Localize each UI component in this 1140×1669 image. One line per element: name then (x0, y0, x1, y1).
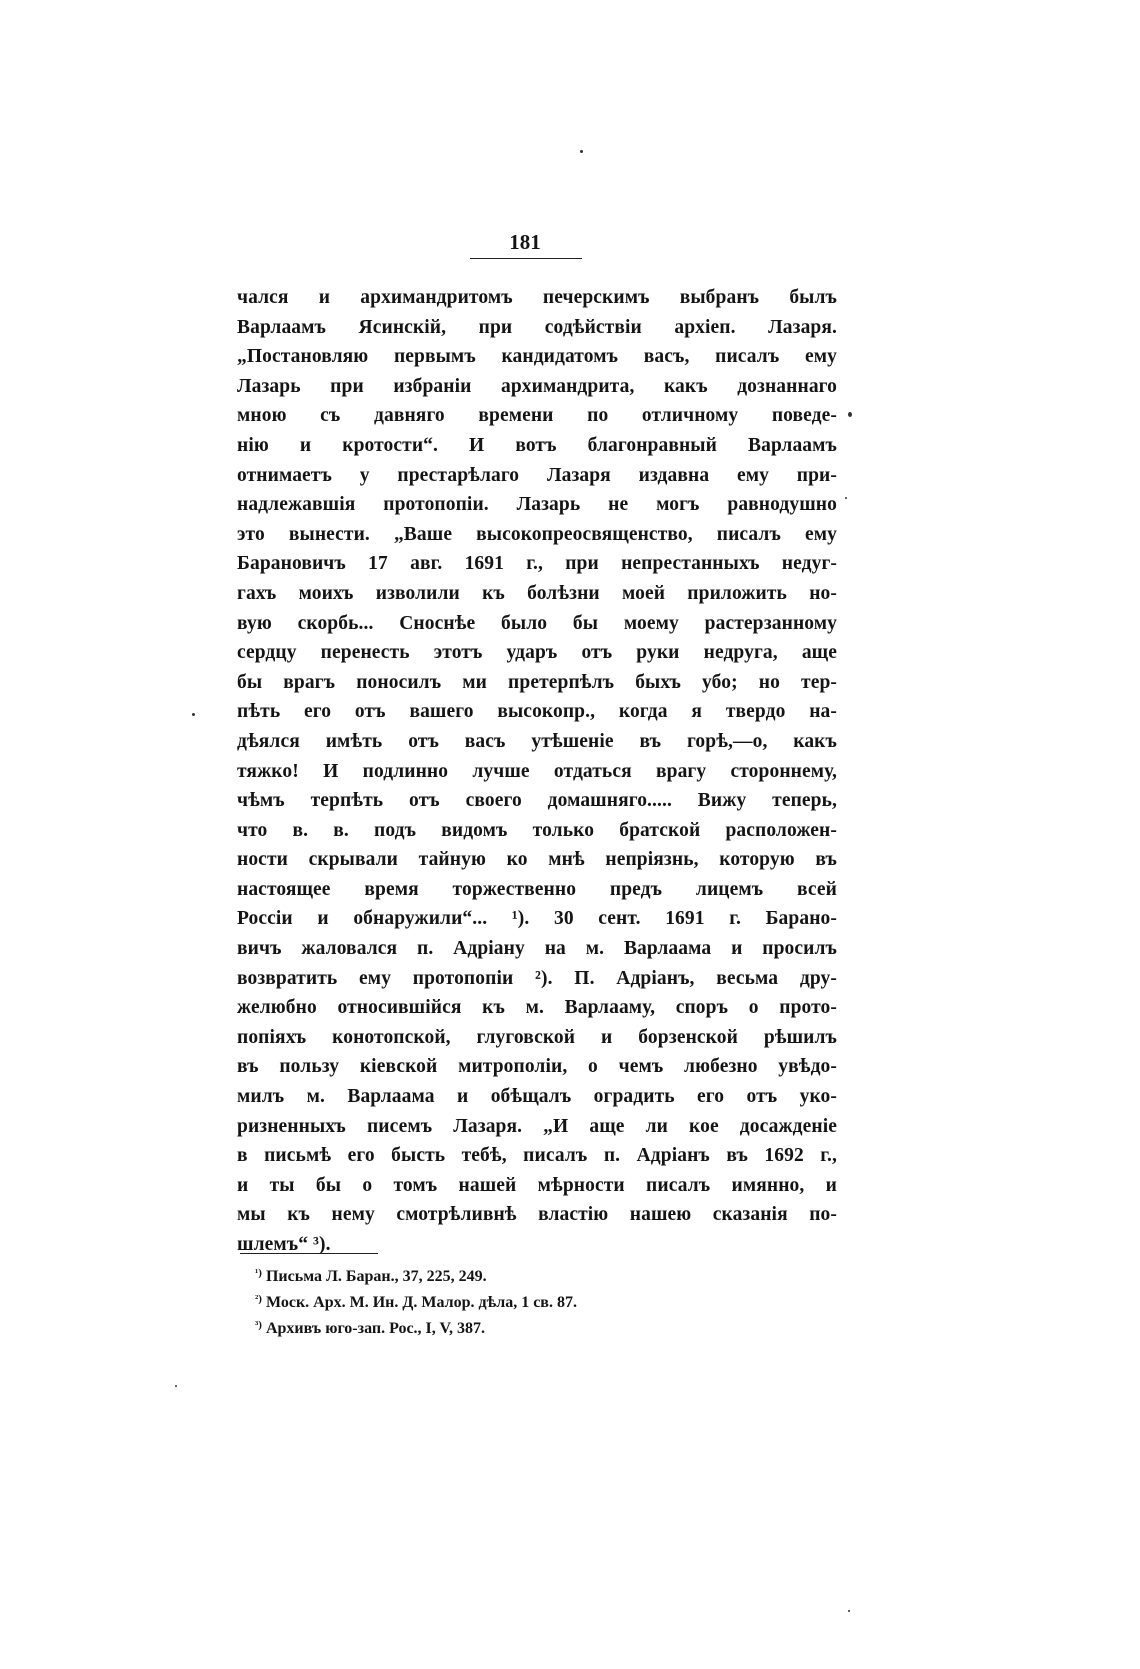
text-line: Россіи и обнаружили“... ¹). 30 сент. 1691 г. Барано- (237, 908, 837, 930)
text-line: шлемъ“ ³). (237, 1234, 331, 1255)
scan-speck (845, 497, 847, 499)
text-line: милъ м. Варлаама и обѣщалъ оградить его отъ уко- (237, 1086, 837, 1108)
footnotes (255, 1260, 815, 1338)
text-line: Лазарь при избраніи архимандрита, какъ дознаннаго (237, 375, 837, 397)
text-line: желюбно относившійся къ м. Варлааму, споръ о прото- (237, 997, 837, 1019)
text-line: Варлаамъ Ясинскій, при содѣйствіи архіеп. Лазаря. (237, 316, 837, 338)
footnote-separator (240, 1253, 378, 1254)
text-line: и ты бы о томъ нашей мѣрности писалъ имянно, и (237, 1174, 837, 1196)
text-line: вичъ жаловался п. Адріану на м. Варлаама и просилъ (237, 938, 837, 960)
text-line: въ пользу кіевской митрополіи, о чемъ любезно увѣдо- (237, 1056, 837, 1078)
text-line: бы врагъ поносилъ ми претерпѣлъ быхъ убо; но тер- (237, 671, 837, 693)
text-line: нію и кротости“. И вотъ благонравный Варлаамъ (237, 434, 837, 456)
text-line: ризненныхъ писемъ Лазаря. „И аще ли кое досажденіе (237, 1115, 837, 1137)
text-line: вую скорбь... Сноснѣе было бы моему растерзанному (237, 612, 837, 634)
text-line: пѣть его отъ вашего высокопр., когда я твердо на- (237, 701, 837, 723)
footnote-text: Моск. Арх. М. Ин. Д. Малор. дѣла, 1 св. 87. (265, 1294, 577, 1311)
text-line: это вынести. „Ваше высокопреосвященство, писалъ ему (237, 523, 837, 545)
text-line: что в. в. подъ видомъ только братской расположен- (237, 819, 837, 841)
text-line: чался и архимандритомъ печерскимъ выбранъ былъ (237, 287, 837, 308)
scan-speck (848, 1610, 850, 1612)
text-line: чѣмъ терпѣть отъ своего домашняго..... Вижу теперь, (237, 790, 837, 812)
text-line: отнимаетъ у престарѣлаго Лазаря издавна ему при- (237, 464, 837, 486)
scan-speck (580, 150, 583, 153)
scan-speck (848, 412, 852, 417)
text-line: надлежавшія протопопіи. Лазарь не могъ равнодушно (237, 494, 837, 516)
footnote (255, 1260, 815, 1286)
footnote-mark: ²) (255, 1293, 262, 1305)
text-line: Барановичъ 17 авг. 1691 г., при непрестанныхъ недуг- (237, 553, 837, 575)
footnote (255, 1286, 815, 1312)
page-number: 181 (509, 230, 541, 254)
text-line: настоящее время торжественно предъ лицемъ всей (237, 878, 837, 900)
text-line: мною съ давняго времени по отличному поведе- (237, 405, 837, 427)
text-line: ности скрывали тайную ко мнѣ непріязнь, которую въ (237, 849, 837, 871)
body-text (237, 283, 837, 1260)
footnote-text: Письма Л. Баран., 37, 225, 249. (265, 1268, 487, 1285)
text-line: тяжко! И подлинно лучше отдаться врагу стороннему, (237, 760, 837, 782)
text-line: мы къ нему смотрѣливнѣ властію нашею сказанія по- (237, 1204, 837, 1226)
text-line: „Постановляю первымъ кандидатомъ васъ, писалъ ему (237, 346, 837, 368)
text-line: гахъ моихъ изволили къ болѣзни моей приложить но- (237, 582, 837, 604)
footnote (255, 1312, 815, 1338)
footnote-mark: ¹) (255, 1267, 262, 1279)
text-line: попіяхъ конотопской, глуговской и борзенской рѣшилъ (237, 1026, 837, 1048)
text-line: дѣялся имѣть отъ васъ утѣшеніе въ горѣ,—о, какъ (237, 730, 837, 752)
footnote-mark: ³) (255, 1319, 262, 1331)
scan-speck (175, 1385, 177, 1387)
text-line: в письмѣ его бысть тебѣ, писалъ п. Адріанъ въ 1692 г., (237, 1145, 837, 1167)
text-line: возвратить ему протопопіи ²). П. Адріанъ, весьма дру- (237, 967, 837, 989)
text-line: сердцу перенесть этотъ ударъ отъ руки недруга, аще (237, 642, 837, 664)
page-number-underline (470, 258, 582, 259)
footnote-text: Архивъ юго-зап. Рос., I, V, 387. (265, 1320, 485, 1337)
scan-speck (192, 713, 195, 716)
